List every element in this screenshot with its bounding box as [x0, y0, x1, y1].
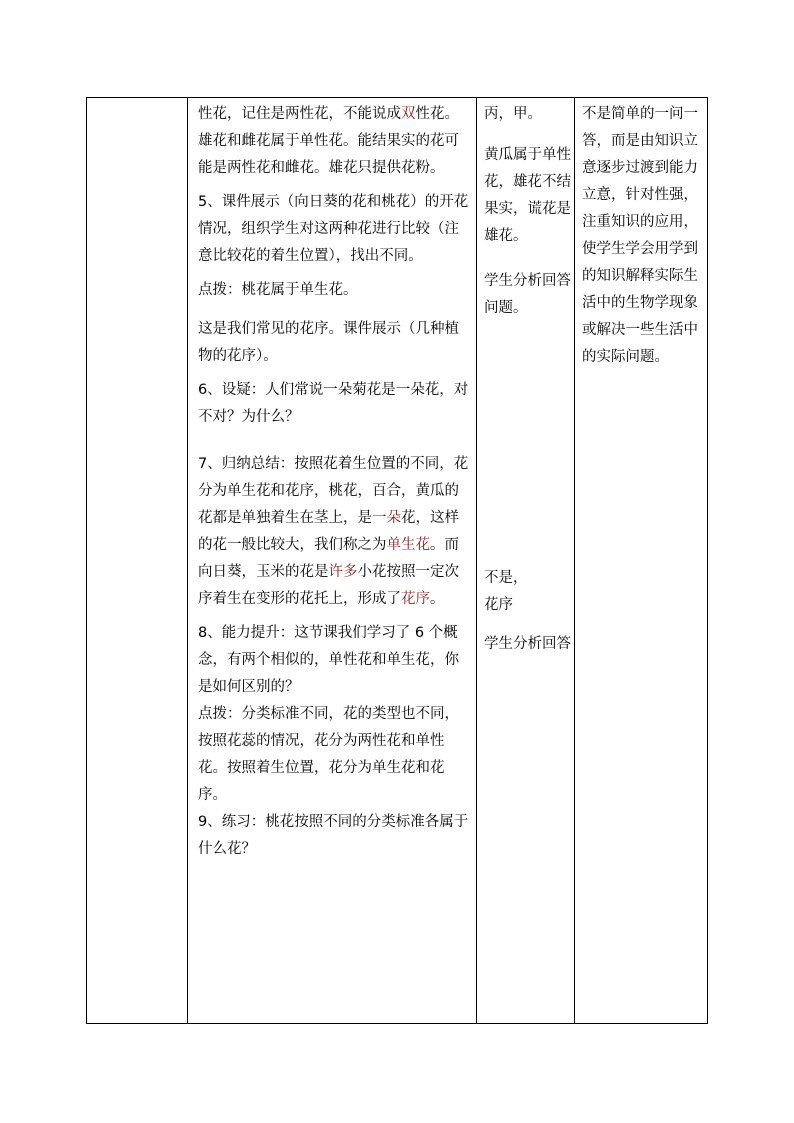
column-divider	[187, 98, 188, 1023]
column-divider	[574, 98, 575, 1023]
student-answer-5: 花序	[484, 597, 513, 613]
paragraph-two-sex-flower: 性花，记住是两性花，不能说成双性花。雄花和雌花属于单性花。能结果实的花可能是两性花和雌花。雄花只提供花粉。	[198, 106, 459, 176]
design-intent-text: 不是简单的一问一答，而是由知识立意逐步过渡到能力立意，针对性强，注重知识的应用，使学生学会用学到的知识解释实际生活中的生物学现象或解决一些生活中的实际问题。	[582, 106, 698, 365]
paragraph-hint-classification: 点拨：分类标准不同，花的类型也不同，按照花蕊的情况，花分为两性花和单性花。按照着生位置，花分为单生花和花序。	[198, 706, 459, 803]
paragraph-ability-boost: 8、能力提升：这节课我们学习了 6 个概念，有两个相似的，单性花和单生花，你是如何区别的？	[198, 625, 459, 695]
paragraph-inflorescence-show: 这是我们常见的花序。课件展示（几种植物的花序）。	[198, 321, 459, 364]
paragraph-question-chrysanthemum: 6、设疑：人们常说一朵菊花是一朵花，对不对？为什么？	[198, 382, 469, 425]
student-answer-6: 学生分析回答	[484, 636, 571, 652]
paragraph-exercise: 9、练习：桃花按照不同的分类标准各属于什么花？	[198, 814, 469, 857]
paragraph-hint-peach: 点拨：桃花属于单生花。	[198, 282, 358, 298]
student-answer-2: 黄瓜属于单性花，雄花不结果实，谎花是雄花。	[484, 147, 571, 244]
student-answer-1: 丙，甲。	[484, 106, 542, 122]
student-answer-3: 学生分析回答问题。	[484, 273, 571, 316]
design-intent-column	[580, 98, 708, 371]
lesson-table	[86, 97, 708, 1024]
student-activity-column	[484, 98, 574, 658]
teacher-activity-column	[194, 98, 477, 863]
paragraph-summary: 7、归纳总结：按照花着生位置的不同，花分为单生花和花序，桃花，百合，黄瓜的花都是单独着生在茎上，是一朵花，这样的花一般比较大，我们称之为单生花。而向日葵，玉米的花是许多小花按照一定次序着生在变形的花托上，形成了花序。	[198, 456, 469, 607]
paragraph-courseware-compare: 5、课件展示（向日葵的花和桃花）的开花情况，组织学生对这两种花进行比较（注意比较花的着生位置），找出不同。	[198, 194, 469, 264]
student-answer-4: 不是，	[484, 570, 528, 586]
